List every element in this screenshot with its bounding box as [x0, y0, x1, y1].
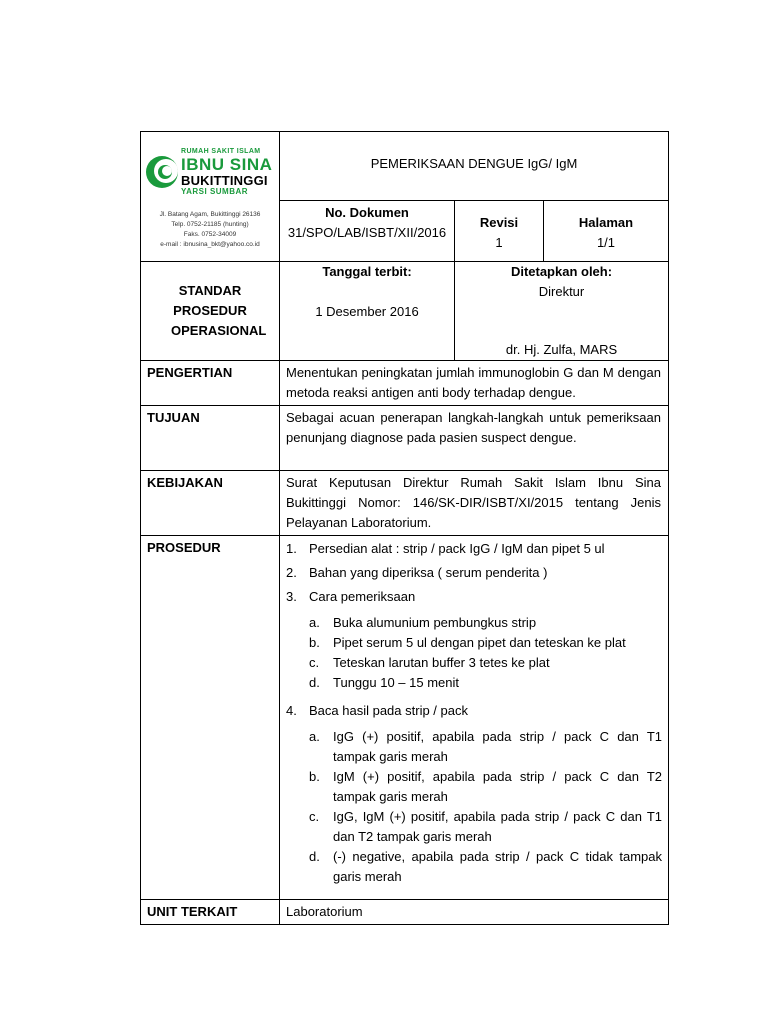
step-number: 2.	[286, 565, 297, 580]
substep-letter: b.	[309, 635, 320, 650]
tanggal-value: 1 Desember 2016	[315, 304, 419, 319]
pengertian-text: Menentukan peningkatan jumlah immunoglobin G dan M dengan metoda reaksi antigen anti body terhadap dengue.	[280, 361, 669, 406]
unit-terkait-row	[141, 900, 669, 925]
revisi-cell	[455, 201, 544, 262]
substep-letter: a.	[309, 615, 320, 630]
list-item	[286, 563, 662, 583]
crescent-logo-icon	[145, 155, 179, 189]
title-cell	[280, 132, 669, 201]
step-text: Persedian alat : strip / pack IgG / IgM dan pipet 5 ul	[309, 541, 605, 556]
tujuan-text: Sebagai acuan penerapan langkah-langkah untuk pemeriksaan penunjang diagnose pada pasien suspect dengue.	[280, 406, 669, 471]
logo-line-3: BUKITTINGGI	[181, 173, 268, 188]
phone-line: Telp. 0752-21185 (hunting)	[171, 221, 249, 228]
header-row	[141, 132, 669, 201]
spo-label: STANDAR PROSEDUR OPERASIONAL	[171, 283, 267, 338]
step-4-substeps	[309, 727, 662, 887]
list-item	[309, 807, 662, 847]
unit-terkait-label: UNIT TERKAIT	[141, 900, 280, 925]
substep-text: IgM (+) positif, apabila pada strip / pack C dan T2 tampak garis merah	[333, 769, 662, 804]
substep-text: IgG, IgM (+) positif, apabila pada strip / pack C dan T1 dan T2 tampak garis merah	[333, 809, 662, 844]
step-number: 4.	[286, 703, 297, 718]
tujuan-row	[141, 406, 669, 471]
substep-letter: a.	[309, 729, 320, 744]
revisi-label: Revisi	[479, 215, 519, 230]
substep-text: IgG (+) positif, apabila pada strip / pack C dan T1 tampak garis merah	[333, 729, 662, 764]
list-item	[309, 633, 662, 653]
document-title: PEMERIKSAAN DENGUE IgG/ IgM	[370, 156, 578, 171]
step-3-substeps	[309, 613, 662, 693]
substep-letter: b.	[309, 769, 320, 784]
step-number: 1.	[286, 541, 297, 556]
spo-label-cell	[141, 262, 280, 361]
spo-row	[141, 262, 669, 361]
tanggal-label: Tanggal terbit:	[322, 264, 412, 279]
list-item	[309, 727, 662, 767]
email-line: e-mail : ibnusina_bkt@yahoo.co.id	[160, 241, 260, 248]
ditetapkan-nama: dr. Hj. Zulfa, MARS	[505, 342, 618, 357]
prosedur-cell	[280, 536, 669, 900]
list-item	[286, 539, 662, 559]
substep-text: Pipet serum 5 ul dengan pipet dan teteskan ke plat	[333, 635, 626, 650]
list-item	[309, 673, 662, 693]
prosedur-label: PROSEDUR	[141, 536, 280, 900]
unit-terkait-text: Laboratorium	[280, 900, 669, 925]
tanggal-cell	[280, 262, 455, 361]
logo-cell	[141, 132, 280, 262]
sop-document	[140, 131, 668, 925]
step-number: 3.	[286, 589, 297, 604]
substep-text: (-) negative, apabila pada strip / pack C tidak tampak garis merah	[333, 849, 662, 884]
halaman-cell	[544, 201, 669, 262]
halaman-value: 1/1	[596, 235, 616, 250]
logo-line-2: IBNU SINA	[181, 155, 273, 174]
substep-text: Teteskan larutan buffer 3 tetes ke plat	[333, 655, 550, 670]
pengertian-label: PENGERTIAN	[141, 361, 280, 406]
kebijakan-text: Surat Keputusan Direktur Rumah Sakit Islam Ibnu Sina Bukittinggi Nomor: 146/SK-DIR/ISBT/XI/2015 tentang Jenis Pelayanan Laboratorium.	[280, 471, 669, 536]
address-line: Jl. Batang Agam, Bukittinggi 26136	[159, 211, 261, 218]
no-dokumen-cell	[280, 201, 455, 262]
sop-table	[140, 131, 669, 925]
list-item	[286, 587, 662, 697]
no-dokumen-value: 31/SPO/LAB/ISBT/XII/2016	[287, 225, 447, 240]
list-item	[309, 613, 662, 633]
ditetapkan-jabatan: Direktur	[538, 284, 585, 299]
substep-text: Buka alumunium pembungkus strip	[333, 615, 537, 630]
logo-line-1: RUMAH SAKIT ISLAM	[181, 148, 261, 155]
substep-letter: c.	[309, 809, 320, 824]
revisi-value: 1	[495, 235, 503, 250]
hospital-address	[141, 196, 279, 250]
list-item	[286, 701, 662, 891]
pengertian-row	[141, 361, 669, 406]
ditetapkan-cell	[455, 262, 669, 361]
kebijakan-row	[141, 471, 669, 536]
substep-letter: d.	[309, 675, 320, 690]
prosedur-row	[141, 536, 669, 900]
halaman-label: Halaman	[578, 215, 634, 230]
step-text: Baca hasil pada strip / pack	[309, 703, 468, 718]
prosedur-steps	[280, 536, 668, 899]
kebijakan-label: KEBIJAKAN	[141, 471, 280, 536]
list-item	[309, 653, 662, 673]
tujuan-label: TUJUAN	[141, 406, 280, 471]
logo-line-4: YARSI SUMBAR	[181, 187, 249, 196]
substep-letter: c.	[309, 655, 320, 670]
ditetapkan-label: Ditetapkan oleh:	[510, 264, 613, 279]
substep-letter: d.	[309, 849, 320, 864]
list-item	[309, 767, 662, 807]
fax-line: Faks. 0752-34009	[183, 231, 237, 238]
substep-text: Tunggu 10 – 15 menit	[333, 675, 459, 690]
hospital-logo	[141, 132, 279, 196]
list-item	[309, 847, 662, 887]
no-dokumen-label: No. Dokumen	[325, 205, 409, 220]
step-text: Cara pemeriksaan	[309, 589, 416, 604]
step-text: Bahan yang diperiksa ( serum penderita )	[309, 565, 548, 580]
